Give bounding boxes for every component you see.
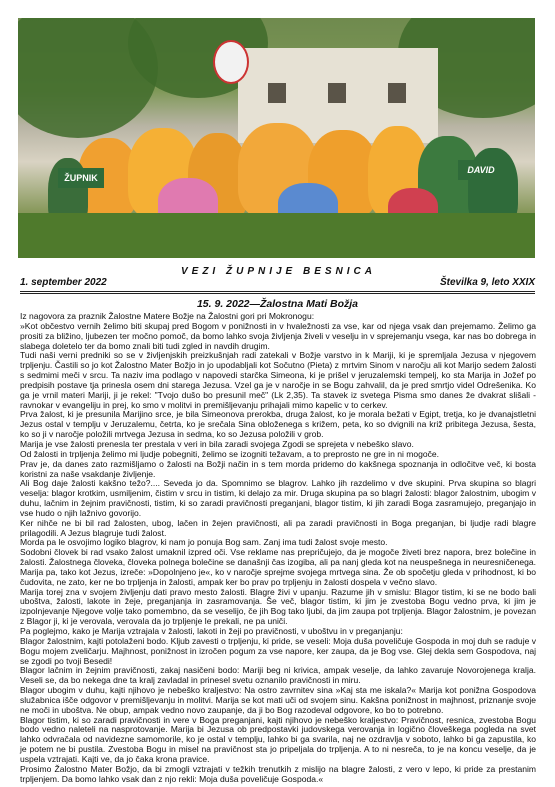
paragraph: Prosimo Žalostno Mater Božjo, da bi zmogli vztrajati v težkih trenutkih z mislijo na blagre žalosti, z vero v lepo, ki pride za prestanim trpljenjem. Da bomo lahko vsak dan z njo rekli: Moja duša poveličuje Gospoda.« — [20, 763, 536, 784]
paragraph: Pa poglejmo, kako je Marija vztrajala v žalosti, lakoti in žeji po pravičnosti, v uboštvu in v preganjanju: — [20, 626, 403, 636]
divider-top — [20, 291, 535, 292]
paragraph: Blagor lačnim in žejnim pravičnosti, zakaj nasičeni bodo: Mariji beg ni krivica, ampak veselje, da lahko zavaruje Novorojenega kralja. Veseli se, da bo nekega dne ta kralj zavladal in prinesel svetu oznanilo pravičnosti in miru. — [20, 665, 536, 686]
shirt-text-zupnik: ŽUPNIK — [58, 168, 104, 188]
paragraph: »Kot občestvo vernih želimo biti skupaj pred Bogom v ponižnosti in v hvaležnosti za vse, kar od njega vsak dan prejemamo. Želimo ga prositi za bližino, ljubezen ter močno pomoč, da bomo lahko svoja življenja živeli v veselju in v sprejemanju vsega, kar nas bo dobrega in slabega doletelo ter da bomo znali biti tudi zgled in navdih drugim. — [20, 320, 536, 351]
paragraph: Tudi naši verni predniki so se v življenjskih preizkušnjah radi zatekali v Božje varstvo in k Mariji, ki je spremljala Jezusa v njegovem trpljenju. Častili so jo kot Žalostno Mater Božjo in jo upodabljali kot Sočutno (Pieta) z mrtvim Sinom v naročju ali kot Marijo sedem žalosti s sedmimi meči v srcu. Ta naziv ima podlago v napovedi starčka Simeona, ki je prišel v jeruzalemski tempelj, ko sta Marija in Jožef po predpisih postave tja prinesla osem dni starega Jezusa. Vzel ga je v naročje in se Bogu zahvalil, da je pred smrtjo videl Odrešenika. Ko ga je vrnil materi Mariji, ji je rekel: "Tvojo dušo bo presunil meč" (Lk 2,35). Ta stavek iz svetega Pisma smo danes že dvakrat slišali - ravnokar v evangeliju in prej, ko smo v molitvi in premišljevanju prihajali mimo kapelic v to cerkev. — [20, 350, 536, 410]
paragraph: Marija je vse žalosti prenesla ter prestala v veri in bila zaradi svojega Zgodi se sprejeta v nebeško slavo. — [20, 438, 414, 449]
paragraph: Morda pa le osvojimo logiko blagrov, ki nam jo ponuja Bog sam. Zanj ima tudi žalost svoje mesto. — [20, 537, 388, 548]
divider-bottom — [20, 293, 535, 294]
paragraph: Marija torej zna v svojem življenju dati pravo mesto žalosti. Blagre živi v upanju. Razume jih v smislu: Blagor tistim, ki se ne bodo bali uboštva, žalosti, lakote in žeje, preganjanja in zasramovanja. Še več, blagor tistim, ki jim je zvestoba Bogu vedno prva, ki jim je izpolnjevanje Njegove volje tako pomembno, da se veselijo, če jih Bog tako ljubi, da jim zaupa pot trpljenja. Blagor žalostnim, je povezan z Blagor ji, ki je verovala, verovala da jo trpljenje le prekali, ne pa uniči. — [20, 586, 536, 627]
paragraph: Blagor žalostnim, kajti potolaženi bodo. Kljub zavesti o trpljenju, ki pride, se veseli: Moja duša poveličuje Gospoda in moj duh se raduje v Bogu mojem zveličarju. Majhnost, ponižnost in izročen pogum za vse napore, ker zaupa, da je Bog vse. Glej dekla sem Gospodova, naj se zgodi po tvoji Besedi! — [20, 635, 536, 666]
paragraph: Prav je, da danes zato razmišljamo o žalosti na Božji način in s tem morda pridemo do kakšnega spoznanja in odločitve več, ki bosta koristni za naše vsakdanje življenje. — [20, 458, 536, 479]
paragraph: Od žalosti in trpljenja želimo mi ljudje pobegniti, želimo se izogniti težavam, a to preprosto ne gre in ni mogoče. — [20, 448, 440, 459]
paragraph: Prva žalost, ki je presunila Marijino srce, je bila Simeonova prerokba, druga žalost, ko je morala bežati v Egipt, tretja, ko je dvanajstletni Jezus ostal v templju v Jeruzalemu, četrta, ko je srečala Sina obloženega s križem, peta, ko so dvignili na križ pribitega Jezusa, šesta, ko so ji v naročje položili mrtvega Jezusa in sedma, ko so Jezusa položili v grob. — [20, 409, 536, 440]
paragraph: Ker nihče ne bi bil rad žalosten, ubog, lačen in žejen pravičnosti, ali pa zaradi pravičnosti in Boga preganjan, bi ljudje radi blagre prilagodili. A Jezus blagruje tudi žalost. — [20, 517, 536, 538]
grass — [18, 213, 535, 258]
article-body — [20, 312, 536, 785]
paragraph: Blagor tistim, ki so zaradi pravičnosti in vere v Boga preganjani, kajti njihovo je nebeško kraljestvo: Pravičnost, resnica, zvestoba Bogu bodo vedno naleteli na nasprotovanje. Marija bi Jezusa ob predpostavki judovskega verovanja in logično človeškega pogleda na svet lahko odvračala od navidezne samomorile, ko je ostal v templju, lahko bi ga svarila, naj ne ozdravlja v soboto, lahko bi ga zapustila, ko je potem ne bi pustila. Zvestoba Bogu in misel na pravičnost sta jo pripeljala do trpljenja. A to ni nesreča, to je na koncu veselje, da je uspela vztrajati. Kajti ve, da jo čaka krona pravice. — [20, 714, 536, 764]
newsletter-title: VEZI ŽUPNIJE BESNICA — [180, 266, 377, 277]
paragraph: Blagor ubogim v duhu, kajti njihovo je nebeško kraljestvo: Na ostro zavrnitev sina »Kaj sta me iskala?« Marija kot ponižna Gospodova služabnica išče odgovor v premišljevanju in molitvi. Marija se kot mati uči od svojem sinu. Kakšna ponižnost in majhnost, priznanje svoje ne moči in uboštva. Ne obup, ampak vedno novo zaupanje, da ji bo Bog razodeval odgovore, ko bo to potrebno. — [20, 685, 536, 715]
paragraph: Ali Bog daje žalosti kakšno težo?.... Seveda jo da. Spomnimo se blagrov. Lahko jih razdelimo v dve skupini. Prva skupina so blagri veselja: blagor krotkim, usmiljenim, čistim v srcu in tistim, ki delajo za mir. Druga skupina pa so blagri žalosti: blagor žalostnim, ubogim v duhu, lačnim in žejnim pravičnosti, tistim, ki so zaradi pravičnosti preganjani, blagor tistim, ki jih zaradi Boga zasramujejo, preganjajo in vse hudo o njih lažnivo govorijo. — [20, 478, 536, 518]
banner-logo — [213, 40, 249, 84]
issue-date: 1. september 2022 — [20, 277, 107, 288]
issue-number: Številka 9, leto XXIX — [439, 277, 535, 288]
paragraph: Sodobni človek bi rad vsako žalost umaknil izpred oči. Vse reklame nas prepričujejo, da je mogoče živeti brez napora, brez bolečine in žalosti. Žalostnega človeka, človeka polnega bolečine se današnji čas izogiba, ali pa nanj gleda kot na neuspešnega in neuresničenega. Marija pa, tako kot Jezus, izreče: »Dopolnjeno je«, ko v naročje sprejme svojega mrtvega sina. Že ob spočetju gleda v prihodnost, ki bo čudovita, ne zato, ker ne bo trpljenja in žalosti, ampak ker bo prav po trpljenju in žalosti dospela v večno slavo. — [20, 547, 536, 587]
group-photo — [18, 18, 535, 258]
article-heading: 15. 9. 2022—Žalostna Mati Božja — [196, 298, 359, 310]
paragraph: Iz nagovora za praznik Žalostne Matere Božje na Žalostni gori pri Mokronogu: — [20, 311, 315, 321]
shirt-text-david: DAVID — [458, 160, 504, 180]
